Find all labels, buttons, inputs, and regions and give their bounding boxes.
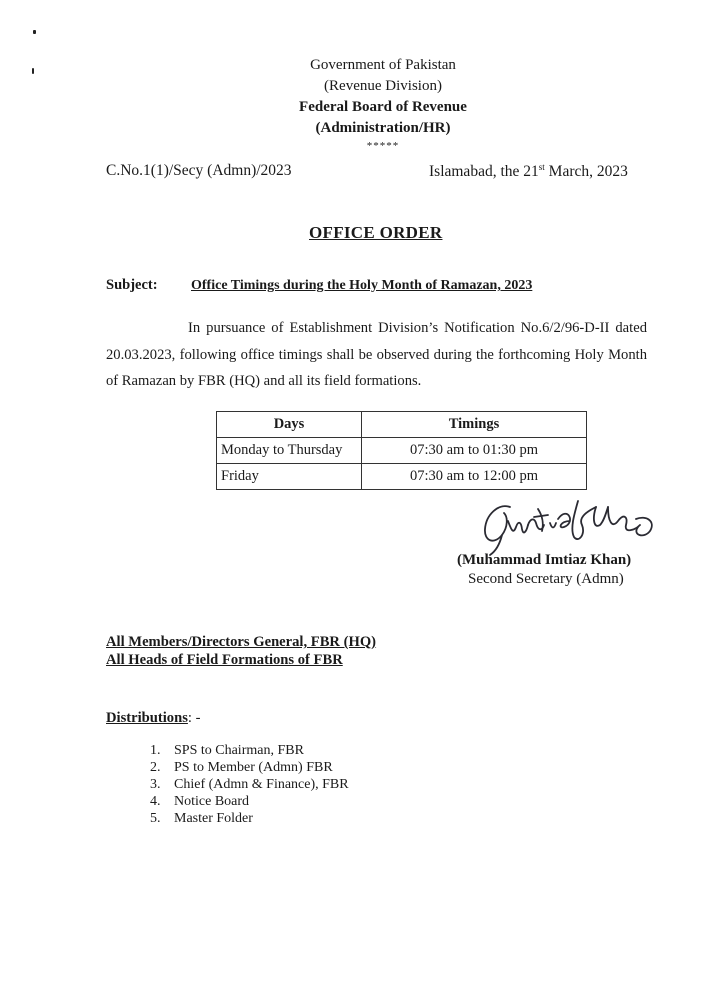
table-header-row xyxy=(217,412,587,438)
distribution-suffix: : - xyxy=(187,710,201,726)
list-item xyxy=(150,793,349,810)
table-cell-timing: 07:30 am to 01:30 pm xyxy=(362,438,587,464)
signatory-name: (Muhammad Imtiaz Khan) xyxy=(457,552,632,568)
list-text: Chief (Admn & Finance), FBR xyxy=(174,777,349,792)
table-row xyxy=(217,438,587,464)
timings-table xyxy=(216,411,587,490)
table-header-timings: Timings xyxy=(362,412,587,438)
letterhead xyxy=(0,55,720,153)
subject-text: Office Timings during the Holy Month of Ramazan, 2023 xyxy=(191,278,533,293)
list-number: 4. xyxy=(150,794,161,809)
list-item xyxy=(150,742,349,759)
distribution-list xyxy=(150,742,349,827)
list-item xyxy=(150,759,349,776)
table-cell-day: Friday xyxy=(217,464,362,490)
recipient-line: All Members/Directors General, FBR (HQ) xyxy=(106,634,377,650)
document-title: OFFICE ORDER xyxy=(309,223,443,242)
list-item xyxy=(150,776,349,793)
list-number: 2. xyxy=(150,760,161,775)
date-rest: March, 2023 xyxy=(544,163,628,181)
body-text: In pursuance of Establishment Division’s Notification No.6/2/96-D-II dated 20.03.2023, following office timings shall be observed during the forthcoming Holy Month of Ramazan by FBR (HQ) and all its field formations. xyxy=(106,320,647,389)
reference-number: C.No.1(1)/Secy (Admn)/2023 xyxy=(106,162,292,179)
recipient-line: All Heads of Field Formations of FBR xyxy=(106,652,343,668)
issue-date xyxy=(429,162,628,181)
list-number: 3. xyxy=(150,777,161,792)
list-text: Notice Board xyxy=(174,794,250,809)
list-text: SPS to Chairman, FBR xyxy=(174,743,304,758)
list-number: 1. xyxy=(150,743,161,758)
letterhead-stars: ***** xyxy=(366,140,400,152)
letterhead-government: Government of Pakistan xyxy=(310,57,456,73)
letterhead-division: (Revenue Division) xyxy=(324,78,442,94)
subject-label: Subject: xyxy=(106,277,158,293)
signatory-title: Second Secretary (Admn) xyxy=(468,571,624,587)
distribution-label: Distributions xyxy=(106,710,188,726)
table-cell-timing: 07:30 am to 12:00 pm xyxy=(362,464,587,490)
list-item xyxy=(150,810,349,827)
table-header-days: Days xyxy=(217,412,362,438)
date-prefix: Islamabad, the 21 xyxy=(429,163,539,181)
table-row xyxy=(217,464,587,490)
distribution-heading xyxy=(106,710,200,727)
list-text: PS to Member (Admn) FBR xyxy=(174,760,333,775)
table-cell-day: Monday to Thursday xyxy=(217,438,362,464)
scan-mark xyxy=(33,30,36,34)
list-text: Master Folder xyxy=(174,811,253,826)
letterhead-board: Federal Board of Revenue xyxy=(299,99,467,115)
list-number: 5. xyxy=(150,811,161,826)
body-paragraph xyxy=(106,315,647,395)
date-ordinal: st xyxy=(538,162,545,172)
letterhead-department: (Administration/HR) xyxy=(315,120,451,136)
handwritten-signature xyxy=(478,495,668,557)
